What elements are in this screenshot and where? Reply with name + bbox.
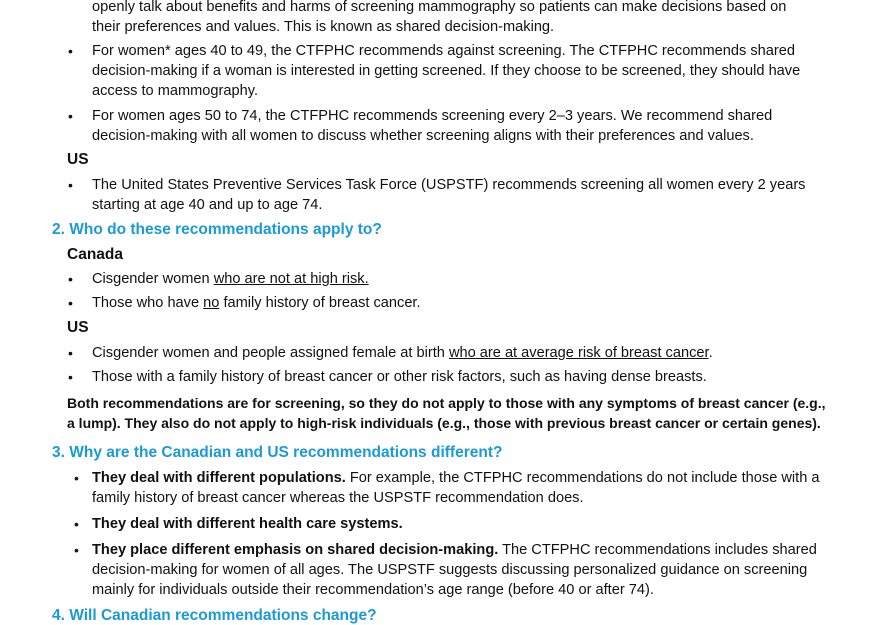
bullet-glyph: • (68, 177, 73, 193)
list-item-text: Cisgender women who are not at high risk. (92, 271, 369, 287)
list-item-text: Those with a family history of breast cancer or other risk factors, such as having dense breasts. (92, 369, 707, 385)
section-heading: 4. Will Canadian recommendations change? (52, 607, 377, 624)
bullet-glyph: • (68, 345, 73, 361)
list-item-text: They place different emphasis on shared decision-making. The CTFPHC recommendations includes shared (92, 542, 817, 558)
list-item-text: For women* ages 40 to 49, the CTFPHC recommends against screening. The CTFPHC recommends shared (92, 43, 795, 59)
bullet-glyph: • (74, 516, 79, 532)
section-heading: 2. Who do these recommendations apply to? (52, 221, 382, 238)
bullet-glyph: • (68, 295, 73, 311)
intro-text-line: openly talk about benefits and harms of screening mammography so patients can make decisions based on (92, 0, 787, 15)
bullet-glyph: • (74, 470, 79, 486)
bullet-glyph: • (68, 369, 73, 385)
bullet-glyph: • (68, 271, 73, 287)
list-item-text: The United States Preventive Services Task Force (USPSTF) recommends screening all women every 2 years (92, 177, 806, 193)
list-item-text: decision-making if a woman is interested in getting screened. If they choose to be screened, they should have (92, 63, 801, 79)
list-item-text: For women ages 50 to 74, the CTFPHC recommends screening every 2–3 years. We recommend shared (92, 108, 773, 124)
subheading-canada: Canada (67, 246, 123, 263)
bullet-glyph: • (68, 43, 73, 59)
list-item-text: Cisgender women and people assigned female at birth who are at average risk of breast cancer. (92, 345, 713, 361)
subheading-us: US (67, 319, 89, 336)
bullet-glyph: • (74, 542, 79, 558)
list-item-text: access to mammography. (92, 83, 258, 99)
note-text-line: Both recommendations are for screening, so they do not apply to those with any symptoms of breast cancer (e.g., (67, 395, 826, 411)
section-heading: 3. Why are the Canadian and US recommendations different? (52, 444, 503, 461)
list-item-text: They deal with different health care systems. (92, 516, 403, 532)
note-text-line: a lump). They also do not apply to high-risk individuals (e.g., those with previous breast cancer or certain genes). (67, 415, 821, 431)
bullet-glyph: • (68, 108, 73, 124)
subheading-us: US (67, 151, 89, 168)
list-item-text: starting at age 40 and up to age 74. (92, 197, 323, 213)
list-item-text: mainly for individuals outside their recommendation’s age range (before 40 or after 74). (92, 582, 654, 598)
list-item-text: Those who have no family history of breast cancer. (92, 295, 421, 311)
intro-text-line: their preferences and values. This is known as shared decision-making. (92, 19, 555, 35)
list-item-text: family history of breast cancer whereas the USPSTF recommendation does. (92, 490, 584, 506)
list-item-text: decision-making with all women to discuss whether screening aligns with their preferences and values. (92, 128, 754, 144)
list-item-text: decision-making for women of all ages. The USPSTF suggests discussing personalized guidance on screening (92, 562, 808, 578)
list-item-text: They deal with different populations. For example, the CTFPHC recommendations do not include those with a (92, 470, 820, 486)
